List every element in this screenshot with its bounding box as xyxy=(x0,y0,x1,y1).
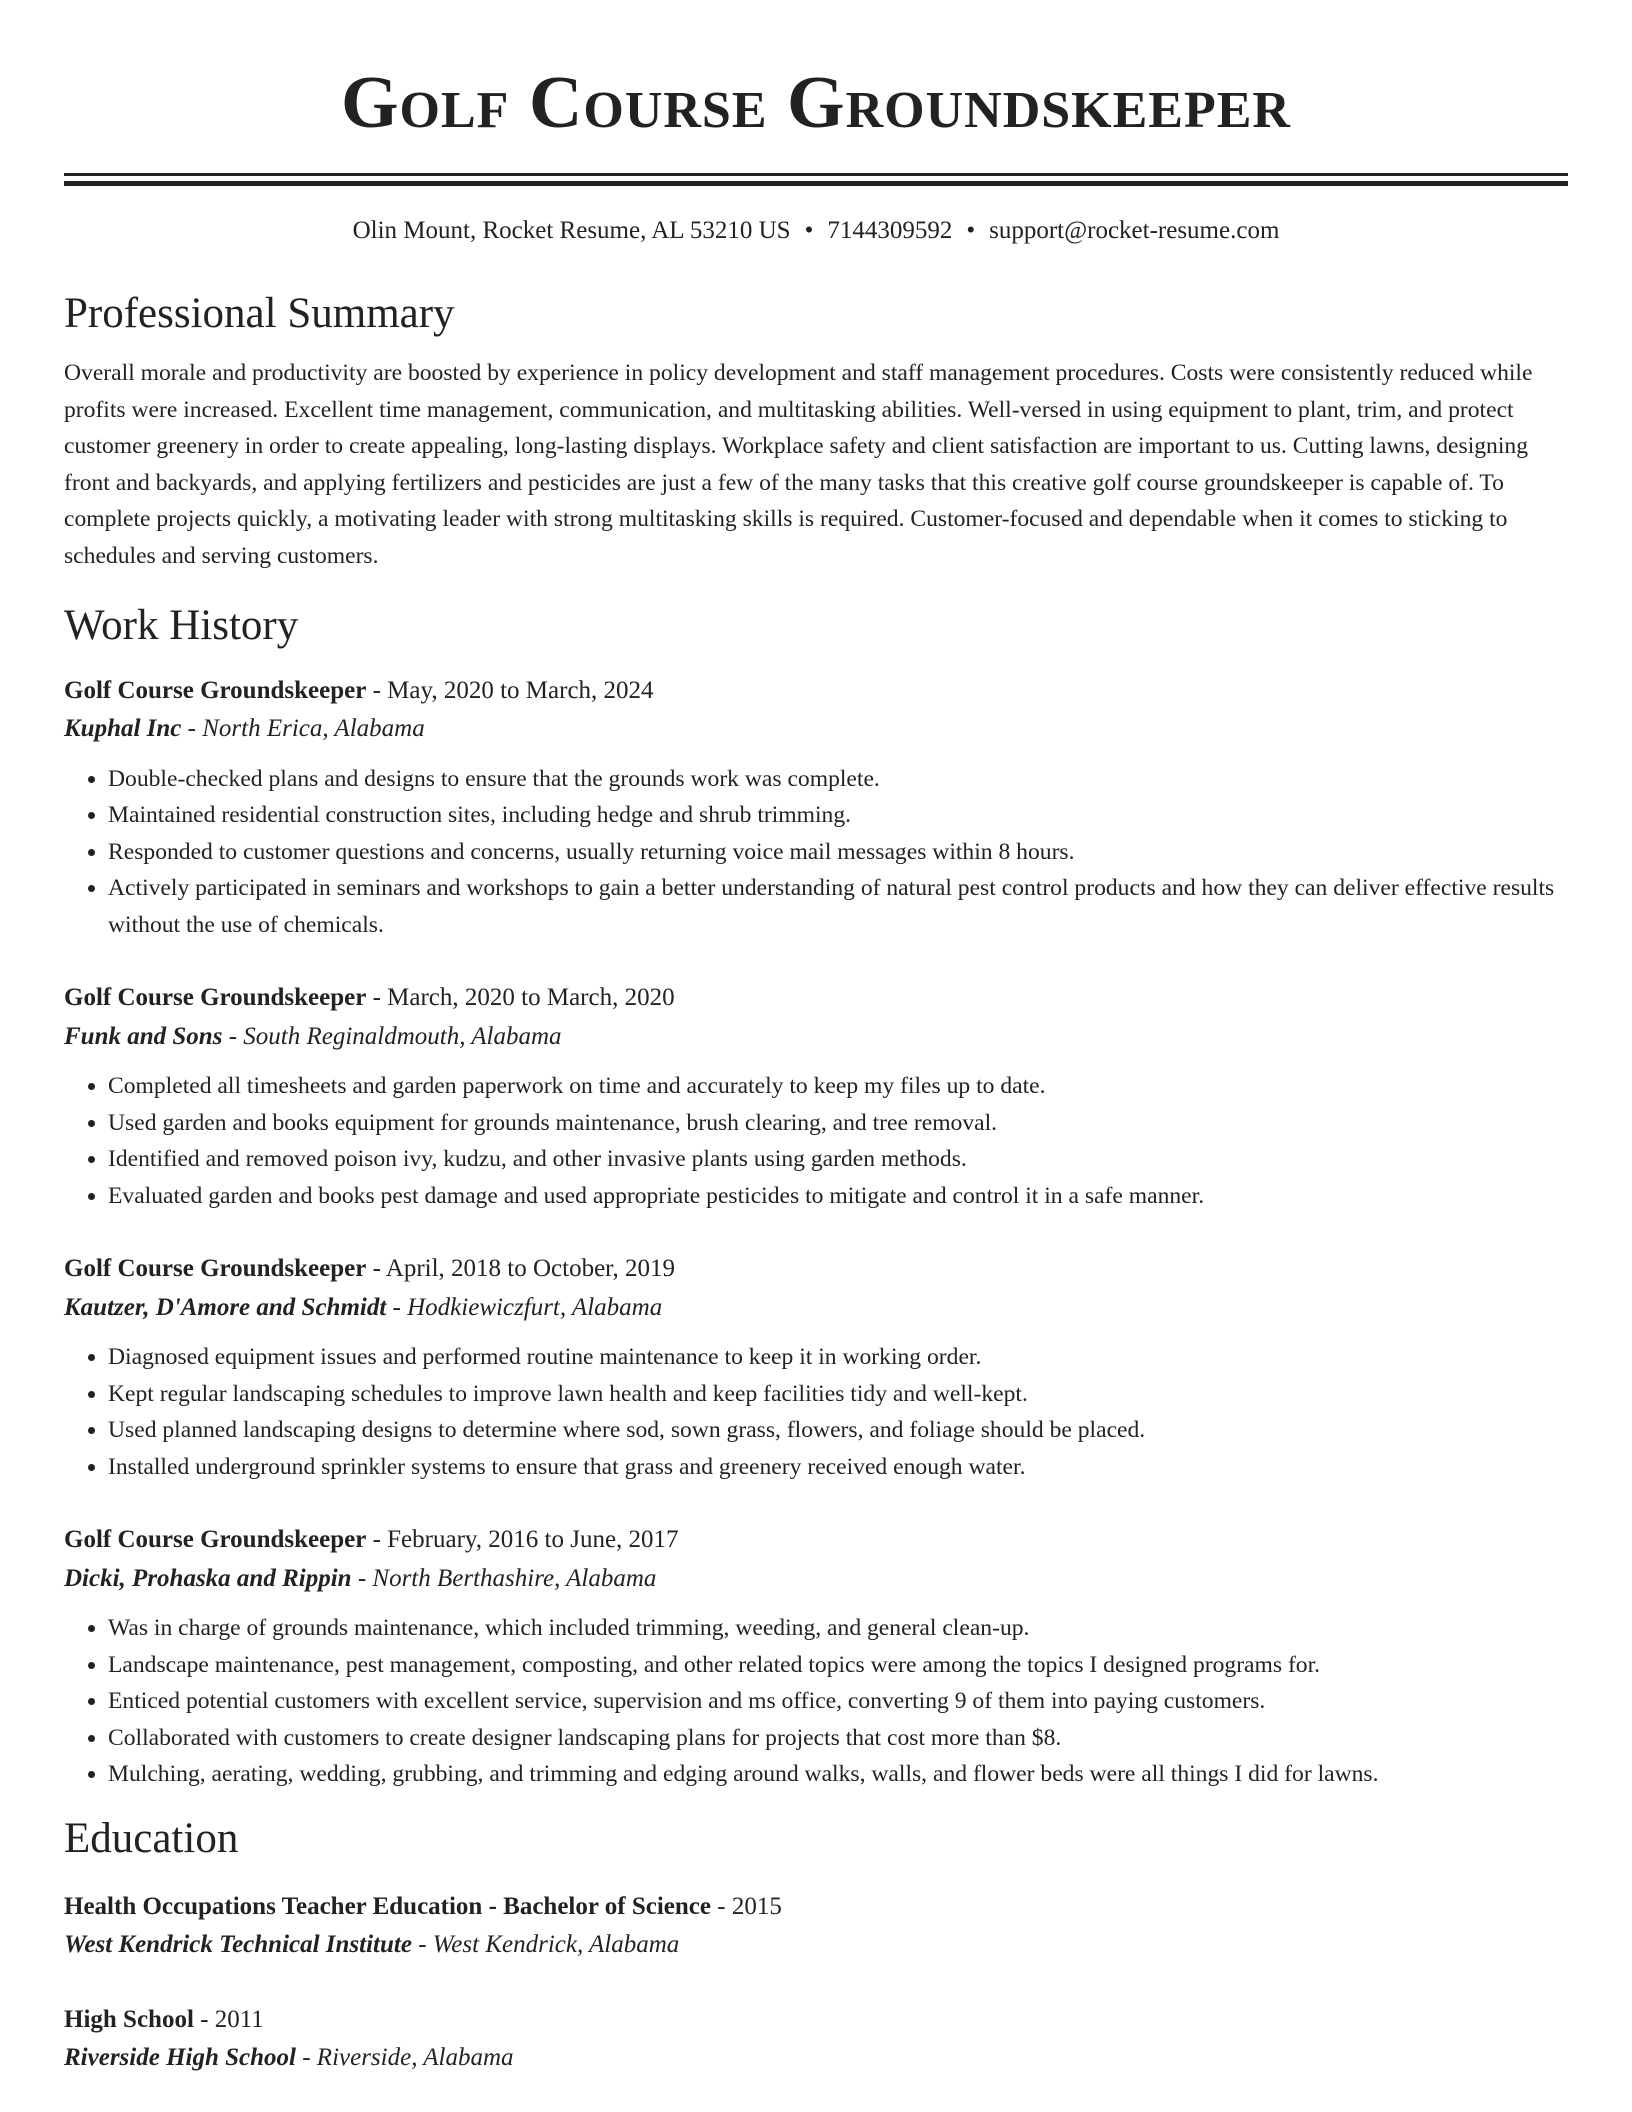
job-entry xyxy=(64,672,1568,944)
job-bullet: • Installed underground sprinkler systems to ensure that grass and greenery received enough water. xyxy=(108,1449,1568,1486)
job-company: Kautzer, D'Amore and Schmidt xyxy=(64,1293,387,1321)
education-degree-line xyxy=(64,1888,1568,1927)
education-degree: Health Occupations Teacher Education - Bachelor of Science xyxy=(64,1892,711,1920)
job-bullet: • Collaborated with customers to create designer landscaping plans for projects that cost more than $8. xyxy=(108,1720,1568,1757)
job-company: Funk and Sons xyxy=(64,1022,223,1050)
contact-separator: • xyxy=(966,217,976,244)
job-bullet-list xyxy=(64,761,1568,944)
education-degree-line xyxy=(64,2001,1568,2040)
job-company-line xyxy=(64,1560,1568,1599)
contact-address: Olin Mount, Rocket Resume, AL 53210 US xyxy=(352,217,791,244)
job-location: - Hodkiewiczfurt, Alabama xyxy=(386,1293,663,1321)
job-bullet: • Double-checked plans and designs to ensure that the grounds work was complete. xyxy=(108,761,1568,798)
education-entry xyxy=(64,1888,1568,1965)
job-bullet: • Enticed potential customers with excellent service, supervision and ms office, converting 9 of them into paying customers. xyxy=(108,1683,1568,1720)
job-entry xyxy=(64,979,1568,1214)
section-title-summary: Professional Summary xyxy=(64,290,455,337)
education-school: West Kendrick Technical Institute xyxy=(64,1931,412,1959)
job-company: Dicki, Prohaska and Rippin xyxy=(64,1564,352,1592)
job-dates: - February, 2016 to June, 2017 xyxy=(366,1526,679,1554)
job-bullet: • Maintained residential construction sites, including hedge and shrub trimming. xyxy=(108,797,1568,834)
resume-name: Golf Course Groundskeeper xyxy=(340,62,1291,144)
job-bullet: • Responded to customer questions and concerns, usually returning voice mail messages within 8 hours. xyxy=(108,834,1568,871)
education-school: Riverside High School xyxy=(64,2044,296,2072)
education-entry xyxy=(64,2001,1568,2078)
job-role: Golf Course Groundskeeper xyxy=(64,676,367,704)
education-location: - Riverside, Alabama xyxy=(295,2044,514,2072)
education-school-line xyxy=(64,2039,1568,2078)
education-school-line xyxy=(64,1926,1568,1965)
job-bullet: • Identified and removed poison ivy, kudzu, and other invasive plants using garden methods. xyxy=(108,1141,1568,1178)
job-dates: - March, 2020 to March, 2020 xyxy=(366,984,675,1012)
job-bullet: • Kept regular landscaping schedules to improve lawn health and keep facilities tidy and well-kept. xyxy=(108,1376,1568,1413)
job-title-line xyxy=(64,672,1568,711)
job-dates: - May, 2020 to March, 2024 xyxy=(366,676,654,704)
education-degree: High School xyxy=(64,2005,194,2033)
job-bullet: • Diagnosed equipment issues and performed routine maintenance to keep it in working order. xyxy=(108,1339,1568,1376)
job-bullet-list xyxy=(64,1068,1568,1214)
job-bullet: • Actively participated in seminars and workshops to gain a better understanding of natural pest control products and how they can deliver effective results without the use of chemicals. xyxy=(108,870,1568,943)
job-role: Golf Course Groundskeeper xyxy=(64,1526,367,1554)
job-bullet: • Used planned landscaping designs to determine where sod, sown grass, flowers, and foliage should be placed. xyxy=(108,1412,1568,1449)
job-bullet: • Evaluated garden and books pest damage and used appropriate pesticides to mitigate and control it in a safe manner. xyxy=(108,1178,1568,1215)
job-bullet: • Completed all timesheets and garden paperwork on time and accurately to keep my files up to date. xyxy=(108,1068,1568,1105)
summary-text: Overall morale and productivity are boosted by experience in policy development and staff management procedures. Costs were consistently reduced while profits were increased. Excellent time management, communication, and multitasking abilities. Well-versed in using equipment to plant, trim, and protect customer greenery in order to create appealing, long-lasting displays. Workplace safety and client satisfaction are important to us. Cutting lawns, designing front and backyards, and applying fertilizers and pesticides are just a few of the many tasks that this creative golf course groundskeeper is capable of. To complete projects quickly, a motivating leader with strong multitasking skills is required. Customer-focused and dependable when it comes to sticking to schedules and serving customers. xyxy=(64,360,1533,569)
header-divider xyxy=(64,173,1568,186)
contact-email: support@rocket-resume.com xyxy=(989,217,1280,244)
job-location: - South Reginaldmouth, Alabama xyxy=(222,1022,562,1050)
job-role: Golf Course Groundskeeper xyxy=(64,984,367,1012)
job-title-line xyxy=(64,1250,1568,1289)
job-bullet-list xyxy=(64,1339,1568,1485)
job-company-line xyxy=(64,710,1568,749)
job-bullet: • Was in charge of grounds maintenance, which included trimming, weeding, and general clean-up. xyxy=(108,1610,1568,1647)
job-company-line xyxy=(64,1018,1568,1057)
job-title-line xyxy=(64,1521,1568,1560)
job-company: Kuphal Inc xyxy=(64,715,182,743)
job-bullet: • Mulching, aerating, wedding, grubbing, and trimming and edging around walks, walls, and flower beds were all things I did for lawns. xyxy=(108,1756,1568,1793)
job-role: Golf Course Groundskeeper xyxy=(64,1255,367,1283)
section-title-education: Education xyxy=(64,1814,239,1862)
section-title-work-history: Work History xyxy=(64,602,299,650)
job-bullet: • Landscape maintenance, pest management, composting, and other related topics were among the topics I designed programs for. xyxy=(108,1647,1568,1684)
job-title-line xyxy=(64,979,1568,1018)
contact-separator: • xyxy=(804,217,814,244)
contact-line xyxy=(64,216,1568,246)
job-company-line xyxy=(64,1289,1568,1328)
job-entry xyxy=(64,1521,1568,1793)
job-bullet: • Used garden and books equipment for grounds maintenance, brush clearing, and tree removal. xyxy=(108,1105,1568,1142)
contact-phone: 7144309592 xyxy=(827,217,953,244)
education-location: - West Kendrick, Alabama xyxy=(411,1931,680,1959)
job-entry xyxy=(64,1250,1568,1485)
job-bullet-list xyxy=(64,1610,1568,1793)
job-location: - North Erica, Alabama xyxy=(181,715,425,743)
education-year: - 2015 xyxy=(711,1892,782,1920)
education-year: - 2011 xyxy=(193,2005,264,2033)
job-dates: - April, 2018 to October, 2019 xyxy=(366,1255,676,1283)
job-location: - North Berthashire, Alabama xyxy=(351,1564,657,1592)
